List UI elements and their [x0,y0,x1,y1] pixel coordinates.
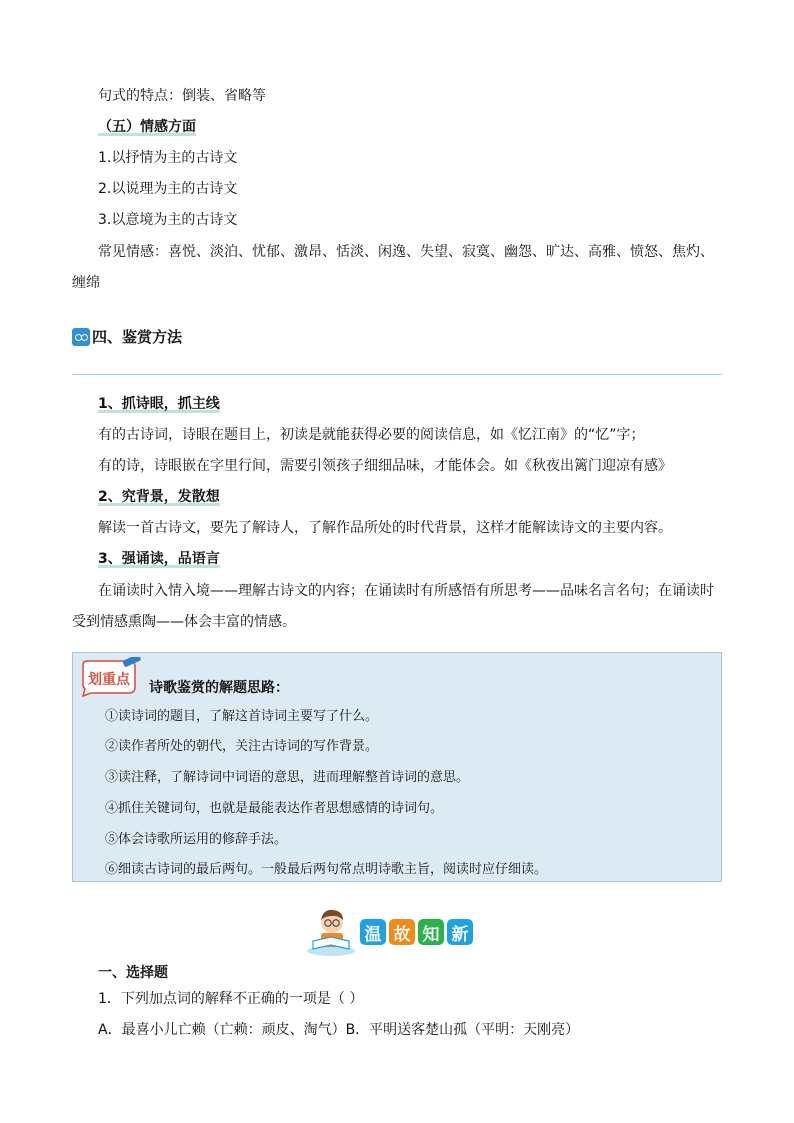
list-item: 3.以意境为主的古诗文 [98,212,238,228]
emotions-line: 常见情感：喜悦、淡泊、忧郁、激昂、恬淡、闲逸、失望、寂寞、幽怨、旷达、高雅、愤怒、焦灼、 [98,244,714,260]
method-heading: 2、究背景，发散想 [98,489,220,505]
student-reading-icon [305,907,357,957]
section-heading [72,326,182,347]
key-point-step: ③读注释，了解诗词中词语的意思，进而理解整首诗词的意思。 [105,770,470,785]
paragraph-line: 有的古诗词，诗眼在题目上，初读是就能获得必要的阅读信息，如《忆江南》的“忆”字； [98,427,645,443]
paragraph-line: 解读一首古诗文，要先了解诗人，了解作品所处的时代背景，这样才能解读诗文的主要内容。 [98,520,672,536]
review-tile: 知 [418,919,444,945]
key-points-box [72,652,722,882]
section-title: 四、鉴赏方法 [92,328,183,346]
paragraph-line: 有的诗，诗眼嵌在字里行间，需要引领孩子细细品味，才能体会。如《秋夜出篱门迎凉有感》 [98,458,672,474]
list-item: 2.以说理为主的古诗文 [98,181,238,197]
question-text: 1．下列加点词的解释不正确的一项是（ ） [98,991,364,1007]
paragraph-line: 在诵读时入情入境——理解古诗文的内容；在诵读时有所感悟有所思考——品味名言名句；在诵读时 [98,583,714,599]
key-point-step: ②读作者所处的朝代，关注古诗词的写作背景。 [105,739,379,754]
key-points-title: 诗歌鉴赏的解题思路： [149,680,289,696]
divider [72,374,722,375]
sub-heading-emotion: （五）情感方面 [98,119,196,135]
list-item: 1.以抒情为主的古诗文 [98,150,238,166]
answer-options: A．最喜小儿亡赖（亡赖：顽皮、淘气）B．平明送客楚山孤（平明：天刚亮） [98,1022,580,1038]
key-point-step: ⑥细读古诗词的最后两句。一般最后两句常点明诗歌主旨，阅读时应仔细读。 [105,862,548,877]
review-tile: 温 [360,919,386,945]
paragraph-line: 受到情感熏陶——体会丰富的情感。 [72,614,296,630]
key-point-step: ①读诗词的题目，了解这首诗词主要写了什么。 [105,709,379,724]
key-point-step: ④抓住关键词句，也就是最能表达作者思想感情的诗词句。 [105,801,444,816]
key-point-step: ⑤体会诗歌所运用的修辞手法。 [105,832,288,847]
svg-text:划重点: 划重点 [88,672,130,688]
key-points-badge-icon [79,657,143,697]
syntax-line: 句式的特点：倒装、省略等 [98,88,266,104]
review-tile: 新 [447,919,473,945]
link-icon [72,328,90,346]
exercise-heading: 一、选择题 [98,965,168,981]
method-heading: 3、强诵读，品语言 [98,551,220,567]
method-heading: 1、抓诗眼，抓主线 [98,396,220,412]
review-tile: 故 [389,919,415,945]
emotions-line: 缠绵 [72,275,100,291]
review-banner [305,907,473,957]
